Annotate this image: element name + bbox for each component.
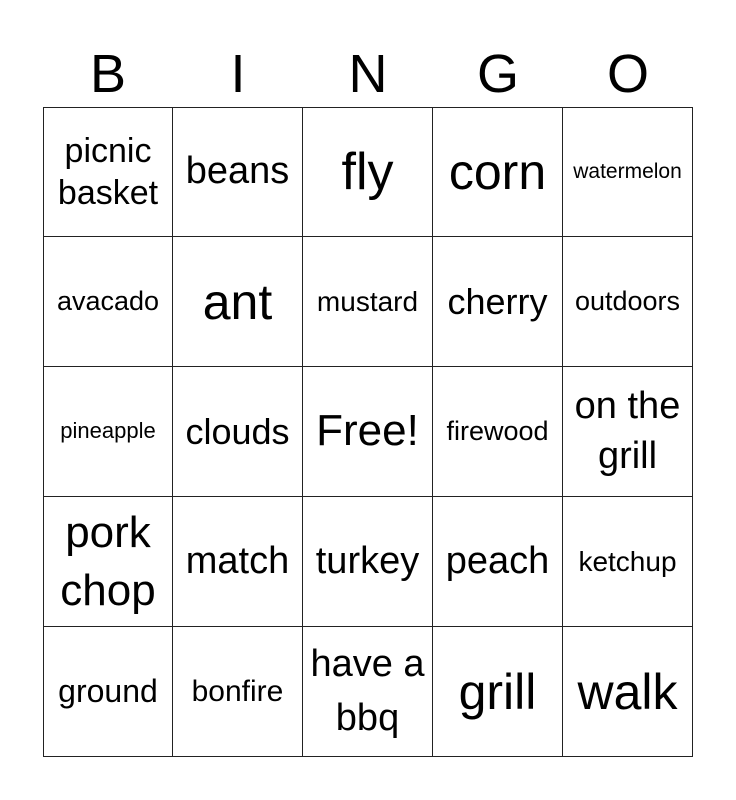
bingo-cell-label: cherry <box>447 280 548 322</box>
bingo-cell-label: grill <box>458 663 537 720</box>
bingo-cell-label: ketchup <box>578 545 677 577</box>
header-letter-b: B <box>89 44 127 104</box>
bingo-cell-label: peach <box>445 539 550 582</box>
bingo-cell[interactable] <box>433 627 563 757</box>
bingo-cell[interactable] <box>173 107 303 237</box>
bingo-cell[interactable] <box>303 497 433 627</box>
bingo-cell-label: on the grill <box>574 385 681 477</box>
bingo-cell-label: have a bbq <box>310 643 425 739</box>
bingo-cell-label: picnic basket <box>57 131 159 212</box>
bingo-cell[interactable] <box>173 627 303 757</box>
bingo-cell-label: beans <box>185 150 290 193</box>
bingo-cell[interactable] <box>303 627 433 757</box>
bingo-cell-label: ant <box>202 273 273 330</box>
bingo-cell[interactable] <box>43 367 173 497</box>
bingo-cell[interactable] <box>433 367 563 497</box>
header-letter-g: G <box>476 44 519 104</box>
bingo-cell[interactable] <box>303 237 433 367</box>
bingo-cell[interactable] <box>563 107 693 237</box>
bingo-cell[interactable] <box>433 497 563 627</box>
bingo-cell[interactable] <box>433 237 563 367</box>
bingo-cell[interactable] <box>43 237 173 367</box>
bingo-cell[interactable] <box>43 107 173 237</box>
header-letter-o: O <box>606 44 649 104</box>
bingo-cell-label: walk <box>577 663 678 720</box>
bingo-cell-label: avacado <box>56 286 160 317</box>
bingo-cell-label: pineapple <box>60 418 156 444</box>
bingo-board <box>43 107 693 757</box>
bingo-cell-label: clouds <box>185 410 290 452</box>
bingo-cell[interactable] <box>433 107 563 237</box>
bingo-cell-label: pork chop <box>60 508 156 615</box>
bingo-cell-label: corn <box>448 144 547 200</box>
bingo-cell[interactable] <box>563 367 693 497</box>
header-letter-n: N <box>348 44 388 104</box>
bingo-cell-label: turkey <box>315 539 420 582</box>
bingo-cell-label: watermelon <box>573 160 682 184</box>
bingo-cell[interactable] <box>563 237 693 367</box>
bingo-cell-label: firewood <box>446 416 549 447</box>
bingo-cell[interactable] <box>563 627 693 757</box>
bingo-header <box>43 40 693 108</box>
bingo-cell[interactable] <box>303 107 433 237</box>
header-letter-i: I <box>230 44 246 104</box>
bingo-cell[interactable] <box>563 497 693 627</box>
bingo-cell[interactable] <box>43 627 173 757</box>
bingo-cell[interactable] <box>173 237 303 367</box>
bingo-cell-label: ground <box>58 673 158 710</box>
bingo-cell[interactable] <box>173 497 303 627</box>
bingo-cell-label: Free! <box>316 406 419 456</box>
bingo-cell[interactable] <box>173 367 303 497</box>
bingo-cell[interactable] <box>303 367 433 497</box>
bingo-cell-label: fly <box>341 142 394 201</box>
bingo-cell-label: bonfire <box>191 674 284 708</box>
bingo-cell-label: mustard <box>316 285 419 317</box>
bingo-cell-label: outdoors <box>574 286 681 317</box>
bingo-cell[interactable] <box>43 497 173 627</box>
bingo-cell-label: match <box>185 539 290 582</box>
